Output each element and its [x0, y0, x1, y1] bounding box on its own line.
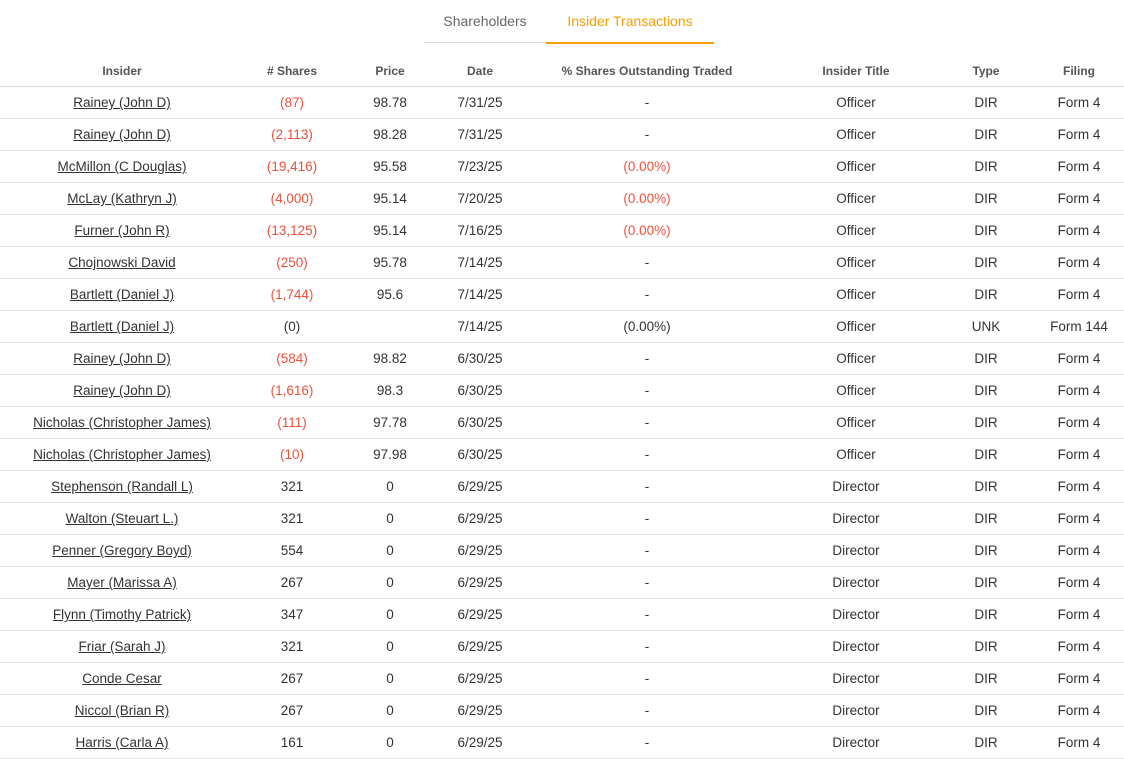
shares-cell: (13,125)	[244, 215, 340, 247]
price-cell: 95.14	[340, 215, 440, 247]
type-cell: DIR	[938, 87, 1034, 119]
insider-cell	[0, 599, 244, 631]
insider-cell	[0, 87, 244, 119]
pct-traded-cell: -	[520, 535, 774, 567]
column-header-pct-traded[interactable]: % Shares Outstanding Traded	[520, 56, 774, 87]
filing-cell: Form 4	[1034, 567, 1124, 599]
date-cell: 7/31/25	[440, 119, 520, 151]
insider-name-link[interactable]: Conde Cesar	[82, 671, 162, 686]
tab-bar	[0, 0, 1124, 44]
insider-title-cell: Director	[774, 695, 938, 727]
insider-cell	[0, 407, 244, 439]
insider-cell	[0, 183, 244, 215]
type-cell: DIR	[938, 727, 1034, 759]
price-cell: 95.78	[340, 247, 440, 279]
price-cell: 0	[340, 567, 440, 599]
date-cell: 6/29/25	[440, 631, 520, 663]
insider-name-link[interactable]: Furner (John R)	[74, 223, 170, 238]
insider-name-link[interactable]: Niccol (Brian R)	[74, 703, 170, 718]
type-cell: DIR	[938, 183, 1034, 215]
insider-title-cell: Officer	[774, 183, 938, 215]
shares-cell: 321	[244, 471, 340, 503]
date-cell: 7/14/25	[440, 279, 520, 311]
pct-traded-cell: -	[520, 439, 774, 471]
filing-cell: Form 4	[1034, 407, 1124, 439]
price-cell: 98.78	[340, 87, 440, 119]
shares-cell: (87)	[244, 87, 340, 119]
filing-cell: Form 4	[1034, 183, 1124, 215]
type-cell: DIR	[938, 631, 1034, 663]
pct-traded-cell: (0.00%)	[520, 215, 774, 247]
insider-cell	[0, 567, 244, 599]
insider-title-cell: Director	[774, 631, 938, 663]
insider-title-cell: Officer	[774, 343, 938, 375]
insider-title-cell: Director	[774, 503, 938, 535]
insider-name-link[interactable]: Mayer (Marissa A)	[67, 575, 177, 590]
column-header-date[interactable]: Date	[440, 56, 520, 87]
price-cell: 95.6	[340, 279, 440, 311]
type-cell: DIR	[938, 663, 1034, 695]
insider-name-link[interactable]: Bartlett (Daniel J)	[69, 319, 175, 334]
price-cell: 0	[340, 695, 440, 727]
date-cell: 6/29/25	[440, 567, 520, 599]
price-cell: 97.98	[340, 439, 440, 471]
pct-traded-cell: -	[520, 279, 774, 311]
date-cell: 7/14/25	[440, 311, 520, 343]
insider-cell	[0, 215, 244, 247]
insider-title-cell: Director	[774, 727, 938, 759]
shares-cell: 267	[244, 567, 340, 599]
type-cell: DIR	[938, 151, 1034, 183]
pct-traded-cell: -	[520, 695, 774, 727]
insider-name-link[interactable]: Bartlett (Daniel J)	[69, 287, 175, 302]
filing-cell: Form 4	[1034, 727, 1124, 759]
date-cell: 6/30/25	[440, 375, 520, 407]
insider-name-link[interactable]: McMillon (C Douglas)	[57, 159, 187, 174]
shares-cell: (1,744)	[244, 279, 340, 311]
date-cell: 7/31/25	[440, 87, 520, 119]
filing-cell: Form 4	[1034, 279, 1124, 311]
table-row	[0, 311, 1124, 343]
column-header-insider[interactable]: Insider	[0, 56, 244, 87]
pct-traded-cell: -	[520, 727, 774, 759]
price-cell: 0	[340, 599, 440, 631]
column-header-price[interactable]: Price	[340, 56, 440, 87]
table-row	[0, 375, 1124, 407]
table-row	[0, 599, 1124, 631]
pct-traded-cell: -	[520, 247, 774, 279]
insider-cell	[0, 727, 244, 759]
filing-cell: Form 4	[1034, 87, 1124, 119]
type-cell: DIR	[938, 695, 1034, 727]
insider-title-cell: Director	[774, 535, 938, 567]
price-cell: 0	[340, 663, 440, 695]
type-cell: UNK	[938, 311, 1034, 343]
table-row	[0, 343, 1124, 375]
type-cell: DIR	[938, 567, 1034, 599]
pct-traded-cell: -	[520, 343, 774, 375]
pct-traded-cell: (0.00%)	[520, 183, 774, 215]
insider-cell	[0, 631, 244, 663]
insider-title-cell: Officer	[774, 151, 938, 183]
filing-cell: Form 4	[1034, 247, 1124, 279]
price-cell: 0	[340, 503, 440, 535]
insider-name-link[interactable]: Nicholas (Christopher James)	[33, 447, 211, 462]
filing-cell: Form 4	[1034, 215, 1124, 247]
insider-cell	[0, 439, 244, 471]
date-cell: 7/23/25	[440, 151, 520, 183]
insider-title-cell: Director	[774, 663, 938, 695]
insider-title-cell: Director	[774, 471, 938, 503]
insider-name-link[interactable]: Rainey (John D)	[73, 351, 171, 366]
insider-title-cell: Director	[774, 599, 938, 631]
date-cell: 6/30/25	[440, 343, 520, 375]
table-row	[0, 247, 1124, 279]
shares-cell: 267	[244, 663, 340, 695]
date-cell: 6/29/25	[440, 695, 520, 727]
type-cell: DIR	[938, 343, 1034, 375]
shares-cell: 321	[244, 503, 340, 535]
price-cell: 0	[340, 727, 440, 759]
pct-traded-cell: -	[520, 375, 774, 407]
price-cell: 0	[340, 471, 440, 503]
pct-traded-cell: -	[520, 503, 774, 535]
shares-cell: 321	[244, 631, 340, 663]
table-row	[0, 119, 1124, 151]
insider-cell	[0, 343, 244, 375]
insider-cell	[0, 503, 244, 535]
shares-cell: (1,616)	[244, 375, 340, 407]
insider-name-link[interactable]: Flynn (Timothy Patrick)	[52, 607, 192, 622]
date-cell: 7/20/25	[440, 183, 520, 215]
insider-cell	[0, 375, 244, 407]
filing-cell: Form 4	[1034, 535, 1124, 567]
insider-name-link[interactable]: Penner (Gregory Boyd)	[52, 543, 192, 558]
insider-cell	[0, 695, 244, 727]
insider-title-cell: Officer	[774, 215, 938, 247]
type-cell: DIR	[938, 215, 1034, 247]
shares-cell: 347	[244, 599, 340, 631]
filing-cell: Form 4	[1034, 663, 1124, 695]
date-cell: 7/16/25	[440, 215, 520, 247]
price-cell: 95.14	[340, 183, 440, 215]
pct-traded-cell: -	[520, 567, 774, 599]
insider-name-link[interactable]: Rainey (John D)	[73, 127, 171, 142]
type-cell: DIR	[938, 503, 1034, 535]
insider-title-cell: Officer	[774, 407, 938, 439]
table-row	[0, 279, 1124, 311]
insider-cell	[0, 119, 244, 151]
column-header-filing[interactable]: Filing	[1034, 56, 1124, 87]
table-row	[0, 439, 1124, 471]
insider-title-cell: Officer	[774, 87, 938, 119]
tab-insider-transactions[interactable]: Insider Transactions	[546, 0, 714, 44]
shares-cell: 554	[244, 535, 340, 567]
insider-title-cell: Director	[774, 567, 938, 599]
insider-cell	[0, 471, 244, 503]
filing-cell: Form 4	[1034, 119, 1124, 151]
price-cell: 98.3	[340, 375, 440, 407]
type-cell: DIR	[938, 247, 1034, 279]
insider-name-link[interactable]: Stephenson (Randall L)	[51, 479, 193, 494]
insider-transactions-table	[0, 56, 1124, 759]
column-header-shares[interactable]: # Shares	[244, 56, 340, 87]
insider-title-cell: Officer	[774, 247, 938, 279]
filing-cell: Form 4	[1034, 631, 1124, 663]
pct-traded-cell: (0.00%)	[520, 311, 774, 343]
pct-traded-cell: -	[520, 631, 774, 663]
shares-cell: (0)	[244, 311, 340, 343]
table-row	[0, 471, 1124, 503]
date-cell: 6/29/25	[440, 535, 520, 567]
insider-name-link[interactable]: Chojnowski David	[68, 255, 176, 270]
insider-name-link[interactable]: Friar (Sarah J)	[78, 639, 166, 654]
shares-cell: 161	[244, 727, 340, 759]
insider-name-link[interactable]: McLay (Kathryn J)	[67, 191, 177, 206]
table-row	[0, 695, 1124, 727]
filing-cell: Form 4	[1034, 343, 1124, 375]
shares-cell: 267	[244, 695, 340, 727]
price-cell: 95.58	[340, 151, 440, 183]
type-cell: DIR	[938, 599, 1034, 631]
date-cell: 6/29/25	[440, 599, 520, 631]
price-cell: 0	[340, 535, 440, 567]
insider-title-cell: Officer	[774, 311, 938, 343]
type-cell: DIR	[938, 535, 1034, 567]
table-row	[0, 503, 1124, 535]
table-row	[0, 567, 1124, 599]
insider-cell	[0, 247, 244, 279]
shares-cell: (2,113)	[244, 119, 340, 151]
shares-cell: (19,416)	[244, 151, 340, 183]
type-cell: DIR	[938, 119, 1034, 151]
shares-cell: (250)	[244, 247, 340, 279]
table-row	[0, 663, 1124, 695]
filing-cell: Form 4	[1034, 151, 1124, 183]
column-header-insider-title[interactable]: Insider Title	[774, 56, 938, 87]
shares-cell: (10)	[244, 439, 340, 471]
table-row	[0, 407, 1124, 439]
price-cell	[340, 311, 440, 343]
pct-traded-cell: (0.00%)	[520, 151, 774, 183]
date-cell: 6/30/25	[440, 407, 520, 439]
shares-cell: (111)	[244, 407, 340, 439]
insider-name-link[interactable]: Harris (Carla A)	[75, 735, 169, 750]
insider-title-cell: Officer	[774, 119, 938, 151]
table-header-row	[0, 56, 1124, 87]
date-cell: 6/30/25	[440, 439, 520, 471]
insider-name-link[interactable]: Rainey (John D)	[73, 95, 171, 110]
type-cell: DIR	[938, 471, 1034, 503]
insider-name-link[interactable]: Walton (Steuart L.)	[65, 511, 179, 526]
shares-cell: (584)	[244, 343, 340, 375]
date-cell: 6/29/25	[440, 663, 520, 695]
insider-title-cell: Officer	[774, 375, 938, 407]
table-row	[0, 727, 1124, 759]
price-cell: 97.78	[340, 407, 440, 439]
table-row	[0, 535, 1124, 567]
insider-cell	[0, 279, 244, 311]
insider-cell	[0, 663, 244, 695]
table-row	[0, 87, 1124, 119]
pct-traded-cell: -	[520, 471, 774, 503]
insider-title-cell: Officer	[774, 279, 938, 311]
filing-cell: Form 4	[1034, 375, 1124, 407]
type-cell: DIR	[938, 375, 1034, 407]
insider-cell	[0, 311, 244, 343]
table-row	[0, 183, 1124, 215]
filing-cell: Form 4	[1034, 599, 1124, 631]
tab-shareholders[interactable]: Shareholders	[424, 0, 546, 43]
insider-cell	[0, 535, 244, 567]
pct-traded-cell: -	[520, 663, 774, 695]
filing-cell: Form 4	[1034, 503, 1124, 535]
pct-traded-cell: -	[520, 407, 774, 439]
type-cell: DIR	[938, 279, 1034, 311]
pct-traded-cell: -	[520, 599, 774, 631]
type-cell: DIR	[938, 439, 1034, 471]
date-cell: 6/29/25	[440, 471, 520, 503]
pct-traded-cell: -	[520, 87, 774, 119]
filing-cell: Form 4	[1034, 695, 1124, 727]
insider-name-link[interactable]: Rainey (John D)	[73, 383, 171, 398]
price-cell: 0	[340, 631, 440, 663]
date-cell: 6/29/25	[440, 727, 520, 759]
date-cell: 6/29/25	[440, 503, 520, 535]
date-cell: 7/14/25	[440, 247, 520, 279]
type-cell: DIR	[938, 407, 1034, 439]
insider-cell	[0, 151, 244, 183]
shares-cell: (4,000)	[244, 183, 340, 215]
table-row	[0, 215, 1124, 247]
filing-cell: Form 4	[1034, 471, 1124, 503]
pct-traded-cell: -	[520, 119, 774, 151]
table-row	[0, 151, 1124, 183]
filing-cell: Form 144	[1034, 311, 1124, 343]
insider-name-link[interactable]: Nicholas (Christopher James)	[33, 415, 211, 430]
column-header-type[interactable]: Type	[938, 56, 1034, 87]
filing-cell: Form 4	[1034, 439, 1124, 471]
price-cell: 98.28	[340, 119, 440, 151]
table-row	[0, 631, 1124, 663]
insider-title-cell: Officer	[774, 439, 938, 471]
price-cell: 98.82	[340, 343, 440, 375]
